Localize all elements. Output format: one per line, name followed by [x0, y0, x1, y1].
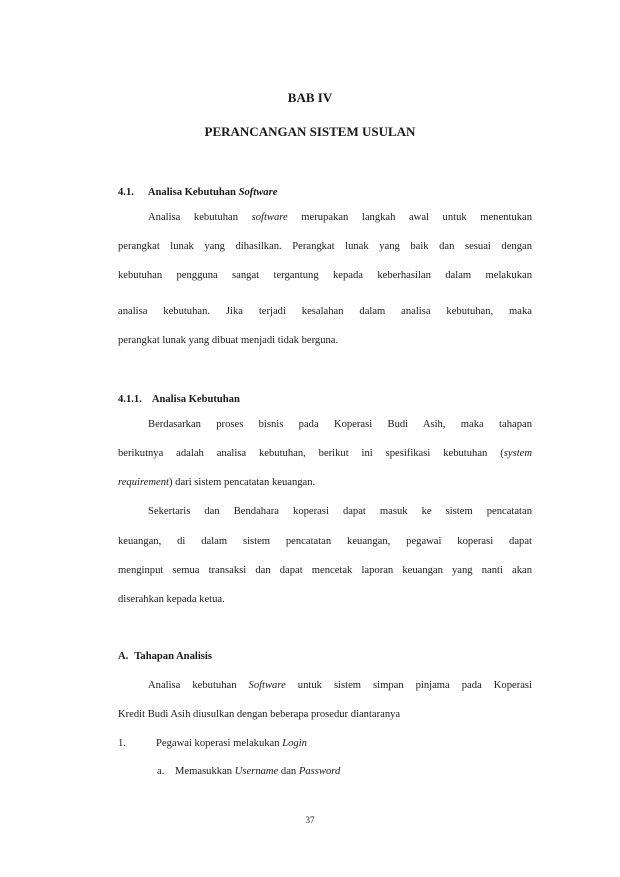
paragraph-line: Sekertaris dan Bendahara koperasi dapat masuk ke sistem pencatatan: [148, 506, 532, 517]
section-a-heading: [118, 651, 212, 662]
paragraph-line: kebutuhan pengguna sangat tergantung kepada keberhasilan dalam melakukan: [118, 270, 532, 281]
page-number: 37: [305, 815, 315, 825]
section-number: A.: [118, 651, 129, 662]
chapter-label: BAB IV: [287, 90, 333, 105]
paragraph-line: analisa kebutuhan. Jika terjadi kesalahan dalam analisa kebutuhan, maka: [118, 306, 532, 317]
paragraph-line: keuangan, di dalam sistem pencatatan keuangan, pegawai koperasi dapat: [118, 536, 532, 547]
paragraph-line: perangkat lunak yang dihasilkan. Perangkat lunak yang baik dan sesuai dengan: [118, 241, 532, 252]
paragraph-line: diserahkan kepada ketua.: [118, 594, 225, 605]
paragraph-line: Analisa kebutuhan software merupakan langkah awal untuk menentukan: [148, 212, 532, 223]
section-title: Tahapan Analisis: [134, 651, 212, 662]
paragraph-line: Kredit Budi Asih diusulkan dengan beberapa prosedur diantaranya: [118, 709, 401, 720]
chapter-title: PERANCANGAN SISTEM USULAN: [204, 124, 416, 139]
list-item-number: 1.: [118, 738, 126, 749]
paragraph-line: Analisa kebutuhan Software untuk sistem simpan pinjama pada Koperasi: [148, 680, 533, 691]
list-item-text: Pegawai koperasi melakukan Login: [156, 738, 307, 749]
section-number: 4.1.1.: [118, 394, 142, 405]
section-title: Analisa Kebutuhan: [147, 187, 239, 198]
section-number: 4.1.: [118, 187, 134, 198]
paragraph-line: menginput semua transaksi dan dapat mencetak laporan keuangan yang nanti akan: [118, 565, 532, 576]
section-4-1-heading: [118, 187, 277, 198]
paragraph-line: requirement) dari sistem pencatatan keuangan.: [118, 477, 316, 488]
section-title: Analisa Kebutuhan: [151, 394, 240, 405]
section-title-italic: Software: [238, 187, 278, 198]
section-4-1-1-heading: [118, 394, 240, 405]
paragraph-line: Berdasarkan proses bisnis pada Koperasi Budi Asih, maka tahapan: [148, 419, 532, 430]
sub-list-text: Memasukkan Username dan Password: [175, 766, 341, 777]
sub-list-letter: a.: [157, 766, 165, 777]
paragraph-line: perangkat lunak yang dibuat menjadi tidak berguna.: [118, 335, 339, 346]
paragraph-line: berikutnya adalah analisa kebutuhan, berikut ini spesifikasi kebutuhan (system: [118, 448, 532, 459]
